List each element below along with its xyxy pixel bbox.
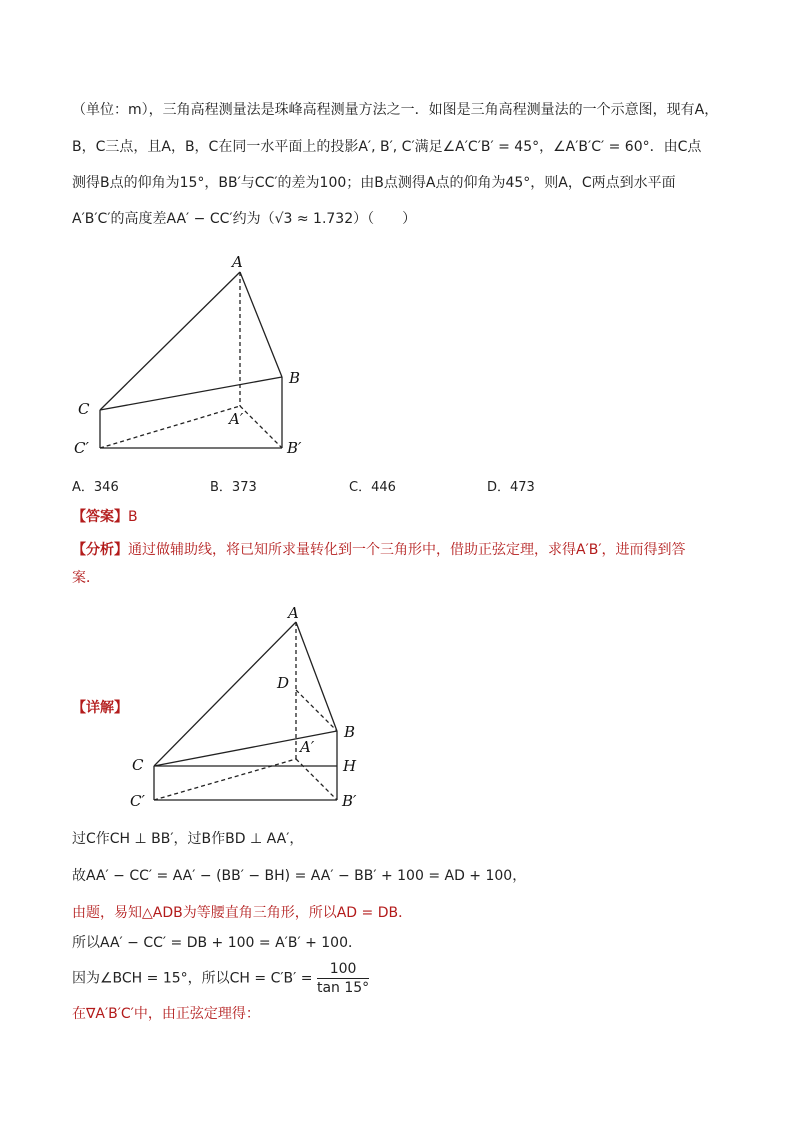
option-b-letter: B． [210,480,232,495]
detail-step-3: 由题，易知△ADB为等腰直角三角形，所以AD = DB． [72,905,413,921]
option-a-value: 346 [93,480,119,495]
detail-step-5-text: 因为∠BCH = 15°，所以CH = C′B′ = [72,970,313,987]
label-A: A [232,253,243,271]
problem-line-4: A′B′C′的高度差AA′ − CC′约为（√3 ≈ 1.732）（ ） [72,211,417,227]
figure-1-triangular-prism [0,0,794,470]
answer-tag: 【答案】 [72,509,128,525]
label-B: B [289,369,301,387]
analysis-line-2: 案． [72,570,100,586]
label-C: C [78,400,90,418]
edge-A1B1 [240,406,282,448]
label2-B: B [344,723,356,741]
edge2-C1A1 [154,759,296,800]
edge2-AB [296,622,337,731]
edge-CB [100,377,282,410]
fraction-numerator: 100 [317,960,369,979]
label2-D: D [277,674,290,692]
label2-B-prime: B′ [342,792,357,810]
option-b-value: 373 [231,480,257,495]
option-c-letter: C． [349,480,372,495]
detail-tag: 【详解】 [72,700,128,716]
option-a-letter: A． [72,480,94,495]
figure-2-auxiliary-lines [0,590,794,820]
option-d [487,476,535,495]
detail-step-1: 过C作CH ⊥ BB′，过B作BD ⊥ AA′， [72,831,304,847]
analysis-tag: 【分析】 [72,542,128,558]
analysis-line-1 [72,540,686,560]
label2-A: A [288,604,299,622]
detail-step-6: 在∇A′B′C′中，由正弦定理得： [72,1006,260,1022]
fraction-100-over-tan15 [317,960,369,997]
edge2-DB [296,690,337,731]
answer-value: B [128,509,138,525]
problem-line-3: 测得B点的仰角为15°，BB′与CC′的差为100；由B点测得A点的仰角为45°，则A，C两点到水平面 [72,175,676,191]
label2-H: H [343,757,357,775]
label-C-prime: C′ [74,439,89,457]
detail-step-5 [72,960,369,997]
detail-step-4: 所以AA′ − CC′ = DB + 100 = A′B′ + 100． [72,935,362,951]
analysis-text-1: 通过做辅助线，将已知所求量转化到一个三角形中，借助正弦定理，求得A′B′，进而得到答 [128,542,686,558]
label2-C: C [132,756,144,774]
answer-line [72,507,138,527]
edge-C1A1 [100,406,240,448]
edge-AB [240,272,282,377]
label2-A-prime: A′ [300,738,315,756]
fraction-denominator: tan 15° [316,980,370,996]
option-c [349,476,396,495]
edge-AC [100,272,240,410]
option-b [210,476,257,495]
problem-line-1: （单位：m），三角高程测量法是珠峰高程测量方法之一．如图是三角高程测量法的一个示意图，现有A， [72,102,719,118]
option-d-letter: D． [487,480,511,495]
problem-line-2: B，C三点，且A，B，C在同一水平面上的投影A′, B′, C′满足∠A′C′B′ = 45°，∠A′B′C′ = 60°．由C点 [72,139,702,155]
option-c-value: 446 [371,480,396,495]
edge2-AC [154,622,296,766]
label-B-prime: B′ [287,439,302,457]
label-A-prime: A′ [229,410,244,428]
label2-C-prime: C′ [130,792,145,810]
option-d-value: 473 [510,480,535,495]
option-a [72,476,119,495]
edge2-A1B1 [296,759,337,800]
detail-step-2: 故AA′ − CC′ = AA′ − (BB′ − BH) = AA′ − BB′ + 100 = AD + 100， [72,868,527,884]
